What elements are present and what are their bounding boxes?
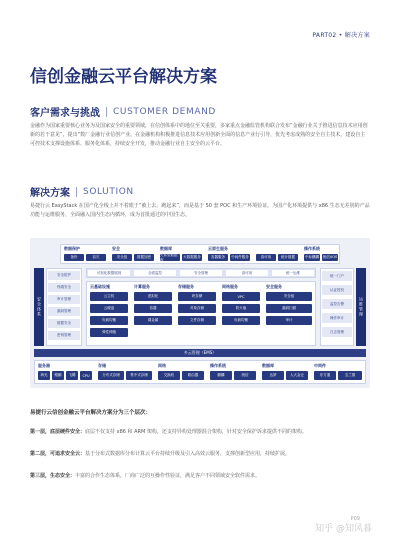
right-item: 操作审计 xyxy=(322,313,352,323)
section-demand-heading xyxy=(30,104,216,119)
mid-chip: 虚拟化 xyxy=(134,292,172,301)
middle-bar-item: 可视化数据展现 xyxy=(88,270,130,276)
right-side-label: 运维管理 xyxy=(356,268,366,346)
mid-chip: 漏洞扫描 xyxy=(266,304,312,313)
summary-item-text: 底层不仅支持 x86 和 ARM 架构，还支持异构处理器混合架构，针对安全保护诉求提供不同的架构。 xyxy=(85,429,307,435)
left-item: 审计管理 xyxy=(48,295,80,304)
mid-chip: 裸金属 xyxy=(134,316,172,325)
top-group-label: 数据保护 xyxy=(64,246,80,251)
mid-chip: 防火墙 xyxy=(222,304,260,313)
watermark: 知乎 @知风暮 xyxy=(315,524,372,534)
top-chip: 高可用 xyxy=(256,254,276,261)
header-breadcrumb: PART02 • 解决方案 xyxy=(312,32,370,39)
middle-bar-item: 统一运维 xyxy=(272,270,314,276)
top-chip: 中标麒麟 xyxy=(305,255,319,259)
bottom-chip: 麒麟 xyxy=(210,371,232,380)
top-group-label: 操作系统 xyxy=(304,246,320,251)
summary-item-label: 第三层，生态安全： xyxy=(30,473,76,479)
bottom-chip: 交换机 xyxy=(158,371,180,380)
mid-group-label: 网络服务 xyxy=(222,284,238,289)
section-demand-en: CUSTOMER DEMAND xyxy=(113,106,216,117)
architecture-diagram xyxy=(30,238,370,388)
bottom-chip: 分布式存储 xyxy=(98,371,124,380)
left-item: 漏洞管理 xyxy=(48,307,80,316)
section-solution-text: 易捷行云 EasyStack 在国产化全栈上并不着眼于“被上去、跑起来”，而是基于 50 套 POC 和生产环境验证，为国产化环境提供与 x86 生态无差别的产品功能与运维服务，全面融入国内生态内循环，成为首批通过的中国生态。 xyxy=(30,203,370,218)
top-group-label: 云原生服务 xyxy=(208,246,228,251)
top-chip: 数据加密 xyxy=(134,254,154,261)
page-number: P09 xyxy=(350,516,360,522)
page-title: 信创金融云平台解决方案 xyxy=(30,67,217,87)
left-item: 终端安全 xyxy=(48,283,80,292)
right-item: 日志管理 xyxy=(322,327,352,337)
bottom-group-label: 网络 xyxy=(158,363,166,368)
bottom-chip: 达梦 xyxy=(262,371,284,380)
mid-chip: 审计 xyxy=(266,316,312,325)
summary-item-text: 基于分布式数据库分布计算云平台持续升级及引入高效云服务，支撑创新型应用，持续扩展。 xyxy=(85,451,291,457)
bottom-group-label: 存储 xyxy=(98,363,106,368)
mid-group-label: 计算服务 xyxy=(134,284,150,289)
top-chip: 统计数据 xyxy=(278,254,298,261)
mid-chip: 云硬盘 xyxy=(90,304,128,313)
top-chip: 统信UOS xyxy=(322,255,338,259)
bottom-group-label: 操作系统 xyxy=(210,363,226,368)
middle-bar-item: 安全管理 xyxy=(180,270,222,276)
section-solution-en: SOLUTION xyxy=(83,186,134,197)
bottom-group-label: 服务器 xyxy=(38,363,50,368)
top-group-label: 数据库 xyxy=(160,246,172,251)
right-item: 统一门户 xyxy=(322,271,352,281)
section-demand-zh: 客户需求与挑战 xyxy=(30,108,100,119)
top-chip: 安全组 xyxy=(112,254,132,261)
mid-chip: VPC xyxy=(222,292,260,301)
section-solution-heading xyxy=(30,184,134,199)
middle-bar-item: 全面监控 xyxy=(134,270,176,276)
top-chip: 容器服务 xyxy=(208,254,228,261)
mid-chip: 负载均衡 xyxy=(90,316,128,325)
section-demand-text: 金融作为国家重要核心业务为及国家安全的重要领域，在信创体系中的地位至关重要，多家重点金融监管机构联合发布“金融行业关于推进信息技术应用创新的若干意见”，提出“数厂金融行业信创产业。在金融机构积极推进信息技术应用创新全面的信息产业行引导，优先考虑成熟的安全自主技术，建设自主可控技术支撑设施体系、服务化体系，持续安全开发，推动金融行业自主安全的云平台。 xyxy=(30,123,368,147)
mid-group-label: 云基础设施 xyxy=(90,284,110,289)
top-chip: 备份 xyxy=(64,254,84,261)
mid-chip: 云主机 xyxy=(90,292,128,301)
left-item: 密钥管理 xyxy=(48,331,80,340)
bottom-group-label: 中间件 xyxy=(314,363,326,368)
summary-item xyxy=(30,450,370,458)
bottom-chip: 集中式存储 xyxy=(126,371,152,380)
right-item: 认证授权 xyxy=(322,285,352,295)
summary-item-text: 丰富的合作生态体系，厂商广泛的互操作性验证，满足客户不同领域安全软件需求。 xyxy=(75,473,261,479)
bottom-chip: 宝兰德 xyxy=(338,371,362,380)
summary-item-label: 第二层，可追求安全云： xyxy=(30,451,86,457)
bottom-chip: 东方通 xyxy=(314,371,336,380)
summary-item-label: 第一层，底层硬件安全： xyxy=(30,429,86,435)
middle-bar-item: 高可用 xyxy=(226,270,268,276)
top-group-label: 安全 xyxy=(112,246,120,251)
bottom-chip: 人大金仓 xyxy=(286,371,308,380)
bottom-chip: 海光 xyxy=(38,371,50,380)
bottom-chip: 路由器 xyxy=(182,371,204,380)
summary-item xyxy=(30,472,370,480)
bottom-chip: 统信 xyxy=(234,371,256,380)
right-item: 监控告警 xyxy=(322,299,352,309)
bottom-chip: 鲲鹏 xyxy=(52,371,64,380)
left-item: 安全防护 xyxy=(48,271,80,280)
bottom-chip: CPU xyxy=(80,371,92,380)
mid-group-label: 存储服务 xyxy=(178,284,194,289)
top-chip: 大数据服务 xyxy=(183,255,201,259)
mid-chip: 弹性伸缩 xyxy=(90,328,128,337)
summary-heading: 易捷行云信创金融云平台解决方案分为三个层次： xyxy=(30,410,152,416)
mid-group-label: 安全服务 xyxy=(266,284,282,289)
left-item: 数据安全 xyxy=(48,319,80,328)
section-solution-zh: 解决方案 xyxy=(30,188,70,199)
top-chip: 中间件服务 xyxy=(231,255,249,259)
mid-chip: 对象存储 xyxy=(178,304,216,313)
bottom-chip: 飞腾 xyxy=(66,371,78,380)
mid-chip: 负载均衡 xyxy=(222,316,260,325)
bottom-group-label: 数据库 xyxy=(262,363,274,368)
left-side-label: 安全体系 xyxy=(34,268,44,346)
top-chip: 关系型数据库 xyxy=(160,254,180,261)
divider xyxy=(76,187,77,197)
mid-chip: 块存储 xyxy=(178,292,216,301)
mid-chip: 容器 xyxy=(134,304,172,313)
top-chip: 容灾 xyxy=(86,254,106,261)
mid-chip: 安全组 xyxy=(266,292,312,301)
divider xyxy=(106,107,107,117)
mid-chip: 文件存储 xyxy=(178,316,216,325)
summary-item xyxy=(30,428,370,436)
ems-band: 多云管理（EMS） xyxy=(34,349,366,357)
